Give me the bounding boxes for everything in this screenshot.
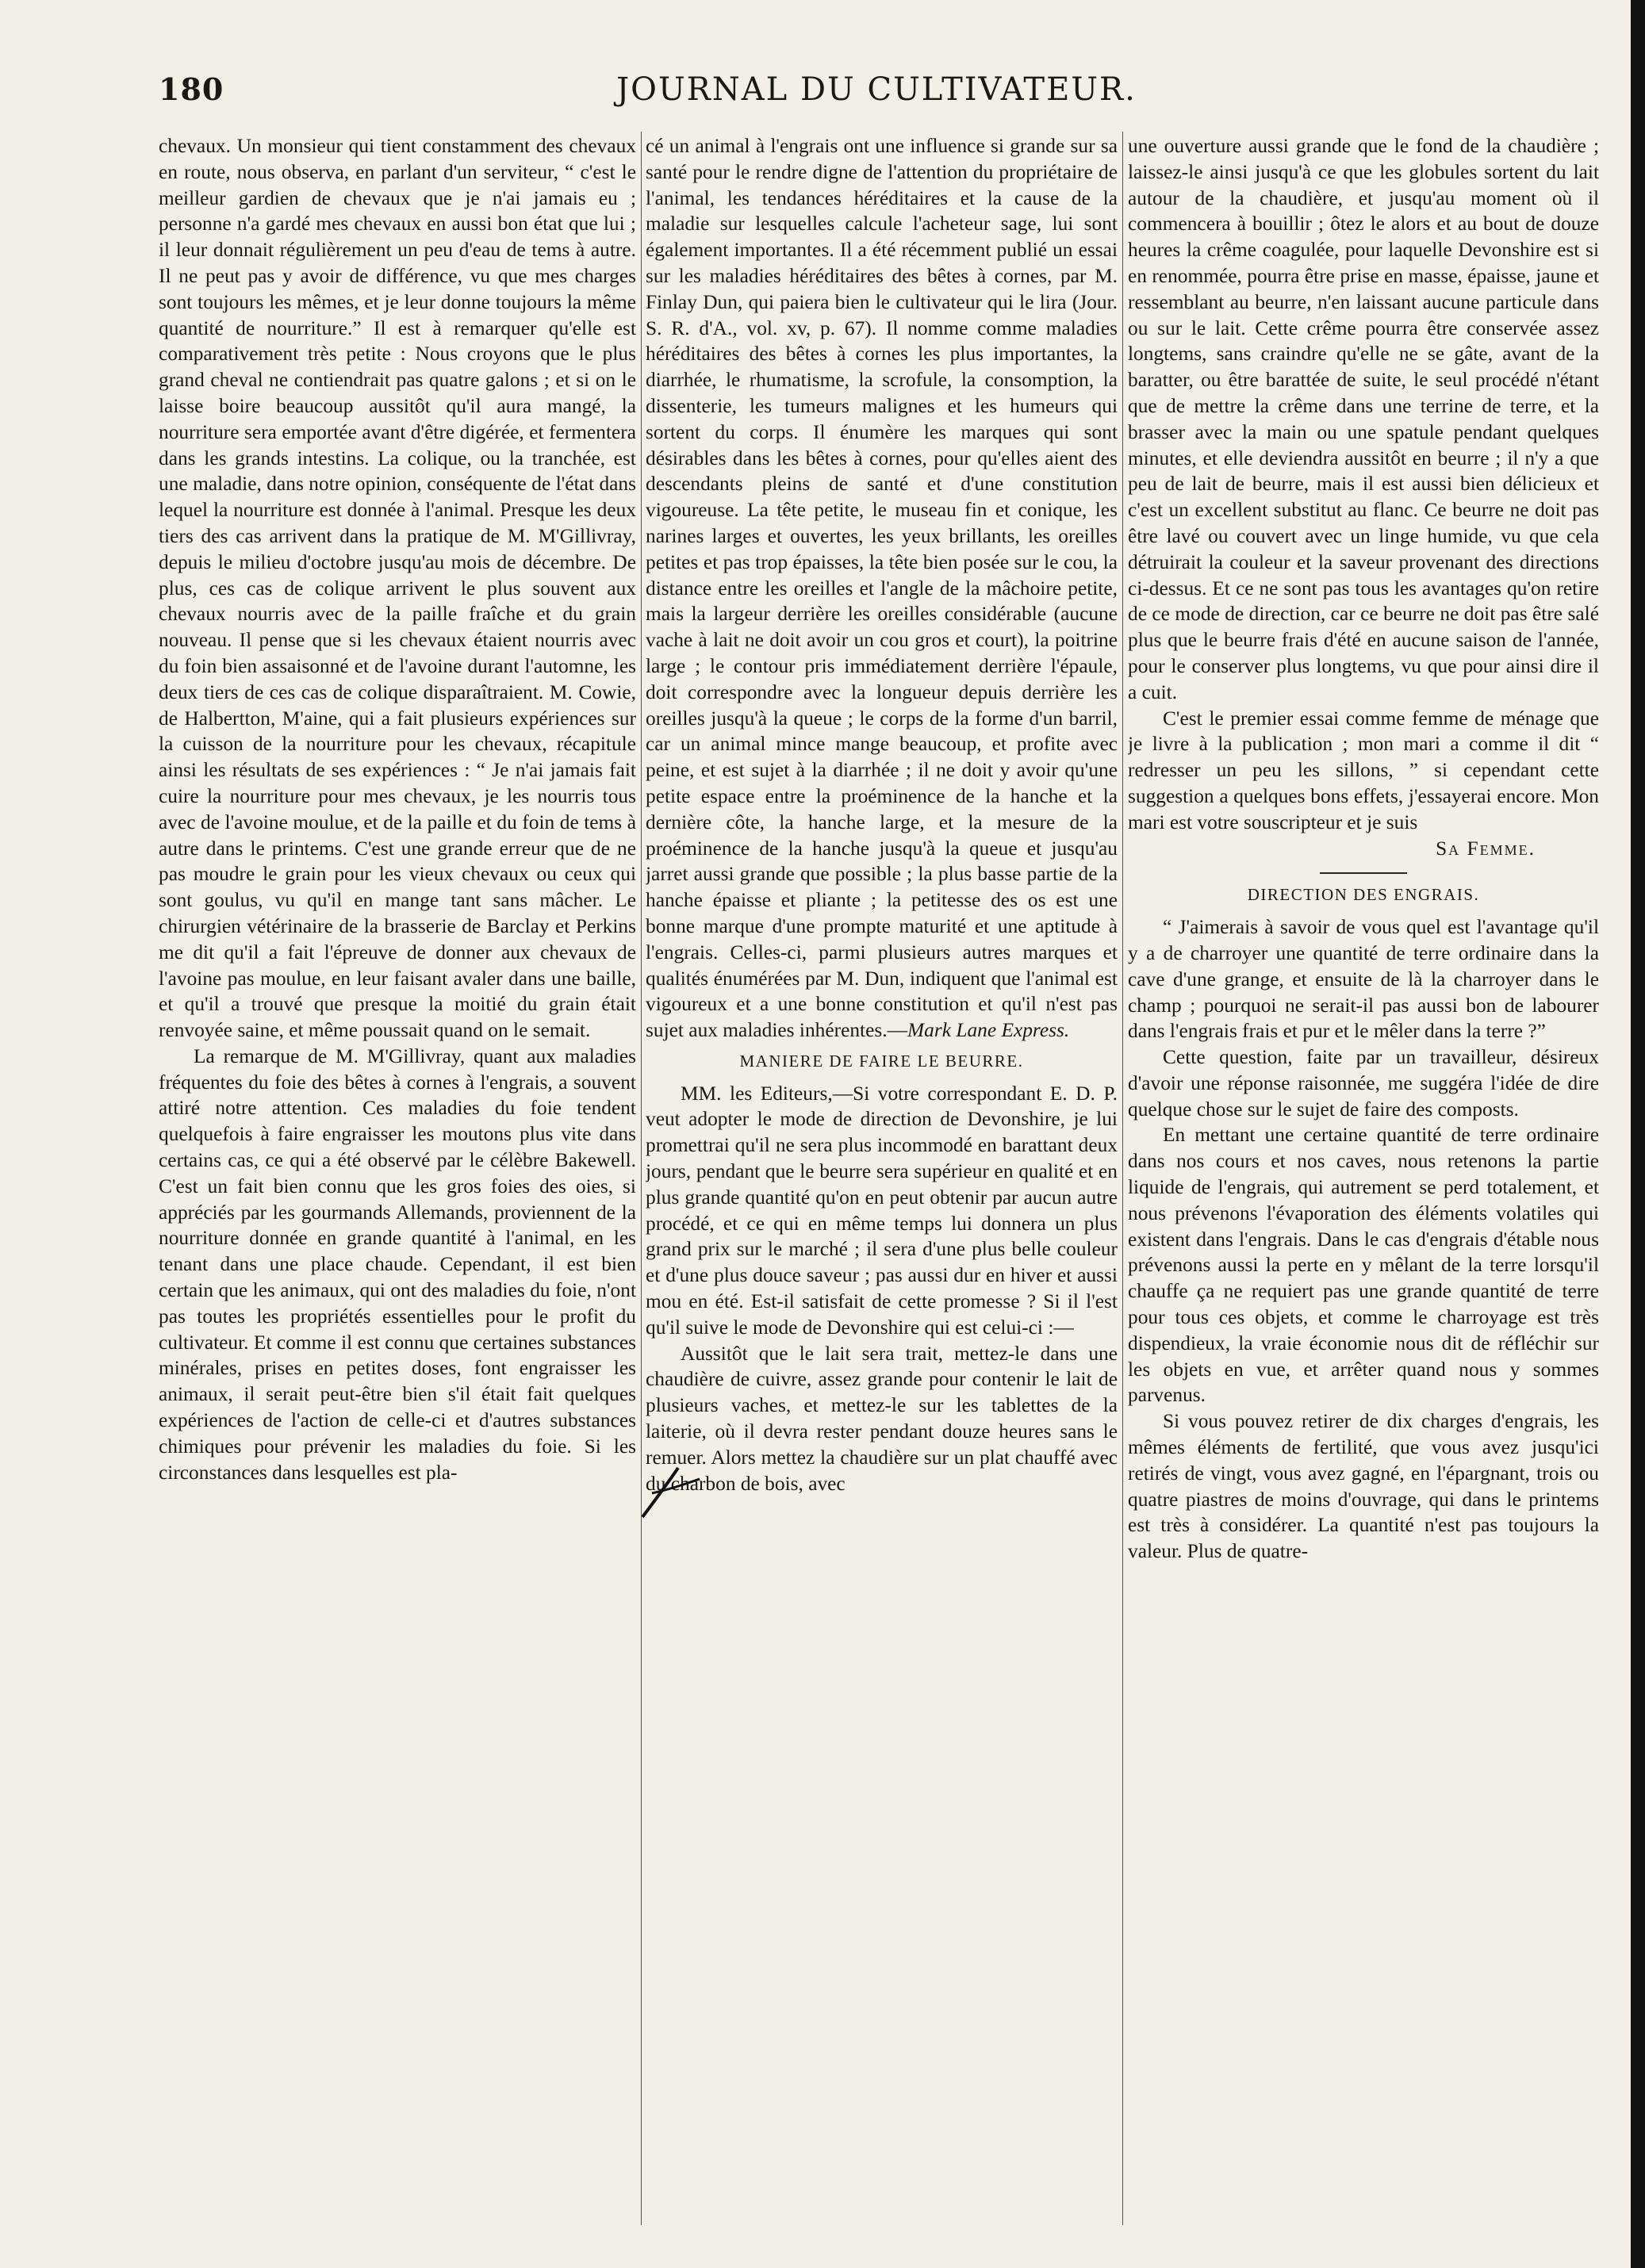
paragraph (646, 133, 1118, 1044)
paragraph: Si vous pouvez retirer de dix charges d'engrais, les mêmes éléments de fertilité, que vous avez jusqu'ici retirés de vingt, vous avez gagné, en l'épargnant, trois ou quatre piastres de moins d'ouvrage, qui dans le printems est très à considérer. La quantité n'est pas toujours la valeur. Plus de quatre- (1128, 1410, 1599, 1563)
column-rule-right (1122, 132, 1123, 2225)
paragraph: La remarque de M. M'Gillivray, quant aux maladies fréquentes du foie des bêtes à cornes à l'engrais, a souvent attiré notre attention. Ces maladies du foie tendent quelquefois à faire engraisser les moutons plus vite dans certains cas, ce qui a été observé par le célèbre Bakewell. C'est un fait bien connu que les gros foies des oies, si appréciés par les gourmands Allemands, proviennent de la nourriture donnée en grande quantité à l'animal, en les tenant dans une place chaude. Cependant, il est bien certain que les animaux, qui ont des maladies du foie, n'ont pas toutes les propriétés essentielles pour le profit du cultivateur. Et comme il est connu que certaines substances minérales, prises en petites doses, font engraisser les animaux, il serait peut-être bien s'il était fait quelques expériences de l'action de celle-ci et d'autres substances chimiques pour prévenir les maladies du foie. Si les circonstances dans lesquelles est pla- (159, 1044, 636, 1484)
signature: Sa Femme. (1436, 837, 1536, 860)
paragraph: chevaux. Un monsieur qui tient constamment des chevaux en route, nous observa, en parlant d'un serviteur, “ c'est le meilleur gardien de chevaux que je n'ai jamais eu ; personne n'a gardé mes chevaux en aussi bon état que lui ; il leur donnait régulièrement un peu d'eau de tems à autre. Il ne peut pas y avoir de différence, vu que mes charges sont toujours les mêmes, et je leur donne toujours la même quantité de nourriture.” Il est à remarquer qu'elle est comparativement très petite : Nous croyons que le plus grand cheval ne contiendrait pas quatre galons ; et si on le laisse boire beaucoup aussitôt qu'il aura mangé, la nourriture sera emportée avant d'être digérée, et fermentera dans les grands intestins. La colique, ou la tranchée, est une maladie, dans notre opinion, conséquente de l'état dans lequel la nourriture est donnée à l'animal. Presque les deux tiers des cas arrivent dans la pratique de M. M'Gillivray, depuis le milieu d'octobre jusqu'au mois de décembre. De plus, ces cas de colique arrivent le plus souvent aux chevaux nourris avec de la paille fraîche et du grain nouveau. Il pense que si les chevaux étaient nourris avec du foin bien assaisonné et de l'avoine durant l'automne, les deux tiers de ces cas de colique disparaîtraient. M. Cowie, de Halbertton, M'aine, qui a fait plusieurs expériences sur la cuisson de la nourriture pour les chevaux, récapitule ainsi les résultats de ses expériences : “ Je n'ai jamais fait cuire la nourriture pour mes chevaux, je les nourris tous avec de l'avoine moulue, et de la paille et du foin de tems à autre dans le printems. C'est une grande erreur que de ne pas moudre le grain pour les vieux chevaux ou ceux qui sont goulus, vu qu'il en mange tant sans mâcher. Le chirurgien vétérinaire de la brasserie de Barclay et Perkins me dit qu'il a fait l'épreuve de donner aux chevaux de l'avoine pas moulue, en leur faisant avaler dans une baille, et qu'il a trouvé que presque la moitié du grain était renvoyée saine, et même poussait quand on le semait. (159, 135, 636, 1042)
paragraph-text: cé un animal à l'engrais ont une influence si grande sur sa santé pour le rendre digne de l'attention du propriétaire de l'animal, les tendances héréditaires et la cause de la maladie sur lesquelles calcule l'acheteur sage, lui sont également importantes. Il a été récemment publié un essai sur les maladies héréditaires des bêtes à cornes, par M. Finlay Dun, qui paiera bien le cultivateur qui le lira (Jour. S. R. d'A., vol. xv, p. 67). Il nomme comme maladies héréditaires des bêtes à cornes les plus importantes, la diarrhée, le rhumatisme, la scrofule, la consomption, la dissenterie, les tumeurs malignes et les humeurs qui sortent du corps. Il énumère les marques qui sont désirables dans les bêtes à cornes, pour qu'elles aient des descendants pleins de santé et d'une constitution vigoureuse. La tête petite, le museau fin et conique, les narines larges et ouvertes, les yeux brillants, les oreilles petites et pas trop épaisses, la tête bien posée sur le cou, la distance entre les oreilles et l'angle de la mâchoire petite, mais la largeur derrière les oreilles considérable (aucune vache à lait ne doit avoir un cou gros et court), la poitrine large ; le contour pris immédiatement derrière l'épaule, doit correspondre avec la longueur depuis derrière les oreilles jusqu'à la queue ; le corps de la forme d'un barril, car un animal mince mange beaucoup, et profite avec peine, et est sujet à la diarrhée ; il ne doit y avoir qu'une petite espace entre la proéminence de la hanche et la dernière côte, la hanche large, et la mesure de la proéminence de la hanche jusqu'à la queue et jusqu'au jarret aussi grande que possible ; la plus basse partie de la hanche épaisse et pliante ; la petitesse des os est une bonne marque d'une prompte maturité et une aptitude à l'engrais. Celles-ci, parmi plusieurs autres marques et qualités énumérées par M. Dun, indiquent que l'animal est vigoureux et a une bonne constitution et qu'il n'est pas sujet aux maladies inhérentes.— (646, 135, 1118, 1042)
paragraph: Aussitôt que le lait sera trait, mettez-le dans une chaudière de cuivre, assez grande pour contenir le lait de plusieurs vaches, et mettez-le sur les tablettes de la laiterie, où il devra rester pendant douze heures sans le remuer. Alors mettez la chaudière sur un plat chauffé avec du charbon de bois, avec (646, 1342, 1118, 1495)
paragraph: Cette question, faite par un travailleur, désireux d'avoir une réponse raisonnée, me suggéra l'idée de dire quelque chose sur le sujet de faire des composts. (1128, 1046, 1599, 1121)
paragraph: “ J'aimerais à savoir de vous quel est l'avantage qu'il y a de charroyer une quantité de terre ordinaire dans la cave d'une grange, et ensuite de là la charroyer dans le champ ; pourquoi ne serait-il pas aussi bon de labourer dans l'engrais frais et pur et le mêler dans la terre ?” (1128, 916, 1599, 1043)
source-credit: Mark Lane Express. (907, 1019, 1070, 1042)
running-title: JOURNAL DU CULTIVATEUR. (616, 71, 1137, 108)
page-number: 180 (159, 71, 224, 107)
article-heading: DIRECTION DES ENGRAIS. (1247, 885, 1480, 905)
column-1 (159, 133, 636, 2227)
column-rule-left (641, 132, 642, 2225)
section-divider (1320, 872, 1407, 874)
column-2 (646, 133, 1118, 2227)
paragraph: En mettant une certaine quantité de terre ordinaire dans nos cours et nos caves, nous retenons la partie liquide de l'engrais, qui autrement se perd totalement, et nous prévenons l'évaporation des éléments volatiles qui existent dans l'engrais. Dans le cas d'engrais d'étable nous prévenons aussi la perte en y mêlant de la terre lorsqu'il chauffe ça ne requiert pas une grande quantité de terre pour tous ces objets, et comme le charroyage est très dispendieux, la vraie économie nous dit de réfléchir sur les objets en vue, et arrêter quand nous y sommes parvenus. (1128, 1124, 1599, 1407)
article-heading: MANIERE DE FAIRE LE BEURRE. (739, 1051, 1024, 1071)
paragraph: C'est le premier essai comme femme de ménage que je livre à la publication ; mon mari a comme il dit “ redresser un peu les sillons, ” si cependant cette suggestion a quelques bons effets, j'essayerai encore. Mon mari est votre souscripteur et je suis (1128, 707, 1599, 833)
page-header (159, 71, 1594, 119)
column-3 (1128, 133, 1599, 2227)
paragraph: MM. les Editeurs,—Si votre correspondant E. D. P. veut adopter le mode de direction de Devonshire, je lui promettrai qu'il ne sera plus incommodé en barattant deux jours, pendant que le beurre sera supérieur en qualité et en plus grande quantité qu'on en peut obtenir par aucun autre procédé, et ce qui en même temps lui donnera un plus grand prix sur le marché ; il sera d'une plus belle couleur et d'une plus douce saveur ; pas aussi dur en hiver et aussi mou en été. Est-il satisfait de cette promesse ? Si il l'est qu'il suive le mode de Devonshire qui est celui-ci :— (646, 1082, 1118, 1339)
paragraph: une ouverture aussi grande que le fond de la chaudière ; laissez-le ainsi jusqu'à ce que les globules sortent du lait autour de la chaudière, et jusqu'au moment où il commencera à bouillir ; ôtez le alors et au bout de douze heures la crême coagulée, pour laquelle Devonshire est si en renommée, pourra être prise en masse, épaisse, jaune et ressemblant au beurre, n'en laissant aucune particule dans ou sur le lait. Cette crême pourra être conservée assez longtems, sans craindre qu'elle ne se gâte, avant de la baratter, ou être barattée de suite, le seul procédé n'étant que de mettre la crême dans une terrine de terre, et la brasser avec la main ou une spatule pendant quelques minutes, et elle deviendra aussitôt en beurre ; il n'y a que peu de lait de beurre, mais il est aussi bien délicieux et c'est un excellent substitut au flanc. Ce beurre ne doit pas être lavé ou couvert avec un linge humide, vu que cela détruirait la couleur et la saveur provenant des directions ci-dessus. Et ce ne sont pas tous les avantages qu'on retire de ce mode de direction, car ce beurre ne doit pas être salé plus que le beurre frais d'été en aucune saison de l'année, pour le conserver plus longtems, vu que pour ainsi dire il a cuit. (1128, 135, 1599, 703)
handwritten-mark (635, 1462, 706, 1525)
page-edge-shadow (1631, 0, 1645, 2268)
